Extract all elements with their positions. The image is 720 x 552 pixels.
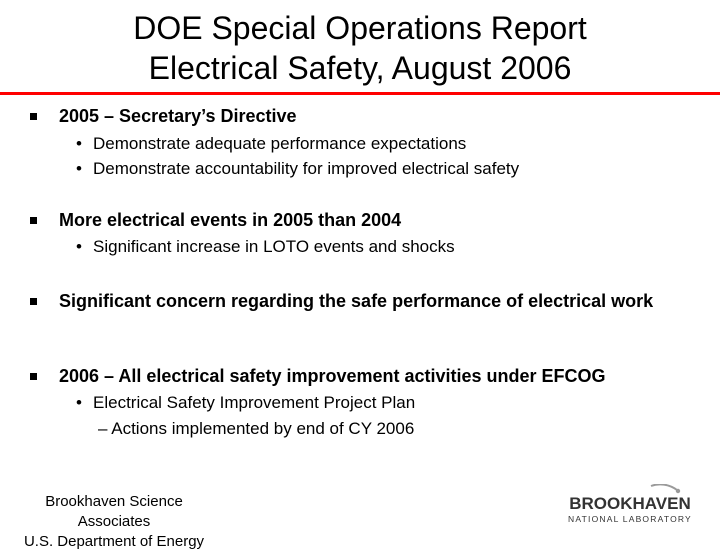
logo-swoosh-icon	[651, 484, 677, 490]
bullet-dot-icon: •	[76, 393, 82, 412]
bullet-text: More electrical events in 2005 than 2004	[59, 210, 402, 230]
logo-wordmark: BROOKHAVEN	[569, 494, 691, 513]
sub-sub-bullet: – Actions implemented by end of CY 2006	[98, 419, 415, 438]
bullet-dot-icon: •	[76, 237, 82, 256]
bullet-square-icon	[30, 298, 37, 305]
bullet-text: Significant concern regarding the safe performance of electrical work	[59, 291, 654, 311]
logo-subtitle: NATIONAL LABORATORY	[568, 514, 692, 524]
sub-bullet-text: Electrical Safety Improvement Project Plan	[93, 393, 416, 412]
footer-line-2: Associates	[77, 513, 151, 530]
footer-line-3: U.S. Department of Energy	[23, 533, 205, 550]
title-line-2: Electrical Safety, August 2006	[148, 50, 572, 86]
sub-bullet-text: Demonstrate adequate performance expectations	[93, 134, 467, 153]
brookhaven-logo	[555, 484, 705, 526]
bullet-square-icon	[30, 373, 37, 380]
title-line-1: DOE Special Operations Report	[133, 10, 587, 46]
bullet-dot-icon: •	[76, 159, 82, 178]
bullet-dot-icon: •	[76, 134, 82, 153]
bullet-square-icon	[30, 217, 37, 224]
bullet-text: 2005 – Secretary’s Directive	[59, 106, 297, 126]
bullet-text: 2006 – All electrical safety improvement activities under EFCOG	[59, 366, 606, 386]
sub-bullet-text: Demonstrate accountability for improved electrical safety	[93, 159, 520, 178]
sub-bullet-text: Significant increase in LOTO events and shocks	[93, 237, 455, 256]
footer-line-1: Brookhaven Science	[45, 493, 183, 510]
bullet-square-icon	[30, 113, 37, 120]
logo-dot-icon	[676, 489, 680, 493]
footer-organization	[14, 492, 214, 552]
